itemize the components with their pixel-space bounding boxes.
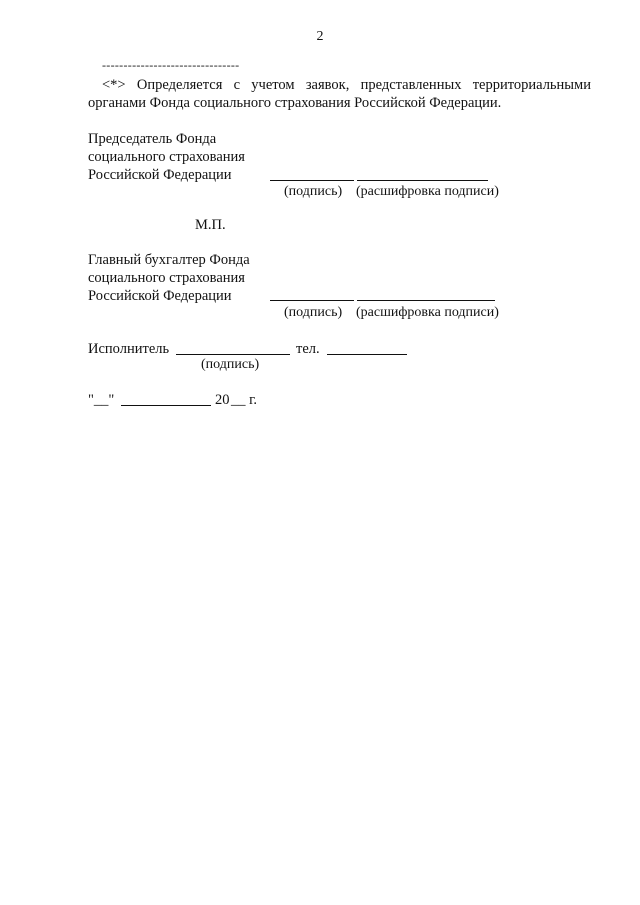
accountant-title-line3: Российской Федерации: [88, 288, 232, 304]
chairman-decryption-caption: (расшифровка подписи): [356, 184, 499, 199]
executor-signature-line: [176, 354, 290, 355]
accountant-signature-line: [270, 300, 354, 301]
executor-label: Исполнитель: [88, 341, 170, 357]
accountant-title-line2: социального страхования: [88, 270, 245, 286]
chairman-title-line3: Российской Федерации: [88, 167, 232, 183]
executor-phone-line: [327, 354, 407, 355]
footnote-separator: --------------------------------: [102, 58, 240, 72]
executor-signature-caption: (подпись): [201, 357, 260, 372]
stamp-place: М.П.: [195, 217, 226, 233]
date-year-suffix: __ г.: [231, 392, 258, 408]
chairman-signature-caption: (подпись): [284, 184, 343, 199]
chairman-decryption-line: [357, 180, 488, 181]
date-month-line: [121, 405, 211, 406]
chairman-title-line1: Председатель Фонда: [88, 131, 217, 147]
page-number: 2: [316, 29, 324, 44]
accountant-signature-caption: (подпись): [284, 305, 343, 320]
date-day: "__": [88, 392, 115, 408]
accountant-decryption-line: [357, 300, 495, 301]
footnote-text: <*> Определяется с учетом заявок, представленных территориальными органами Фонда социального страхования Российской Федерации.: [88, 77, 591, 111]
chairman-title-line2: социального страхования: [88, 149, 245, 165]
accountant-decryption-caption: (расшифровка подписи): [356, 305, 499, 320]
executor-phone-label: тел.: [296, 341, 320, 357]
date-year-prefix: 20: [215, 392, 230, 408]
chairman-signature-line: [270, 180, 354, 181]
accountant-title-line1: Главный бухгалтер Фонда: [88, 252, 250, 268]
